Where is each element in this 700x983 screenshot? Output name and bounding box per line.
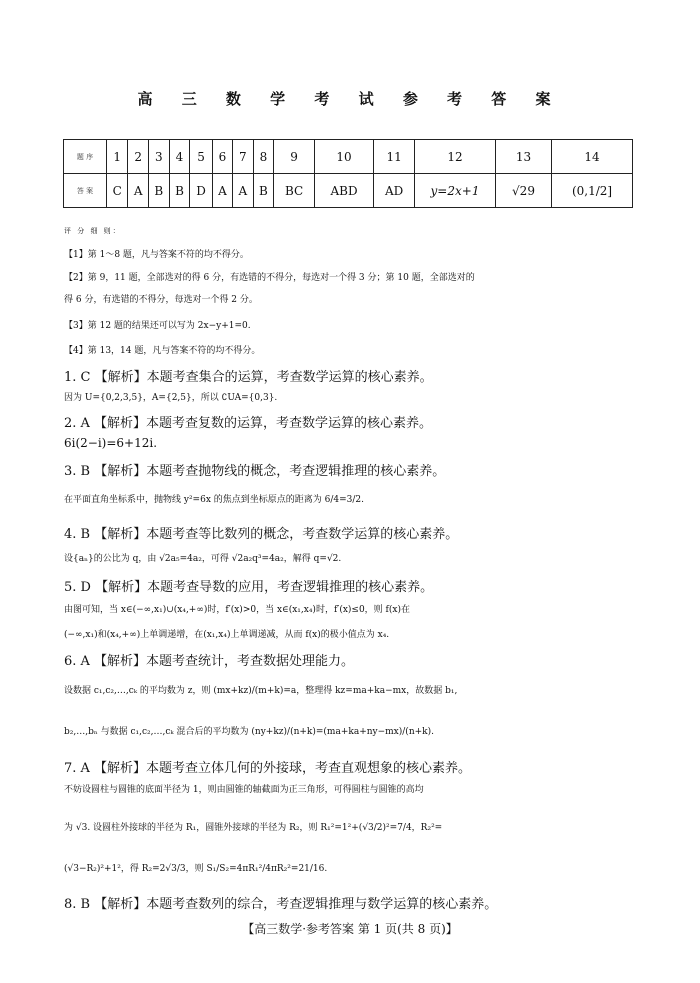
row-label: 题 序 (64, 140, 107, 174)
solution-1-body: 因为 U={0,2,3,5}，A={2,5}，所以 ∁UA={0,3}. (64, 393, 278, 403)
table-cell: AD (374, 174, 415, 208)
table-cell: 3 (148, 140, 169, 174)
note-3: 【3】第 12 题的结果还可以写为 2x−y+1=0. (64, 321, 251, 331)
solution-4-body: 设{aₙ}的公比为 q，由 √2a₅=4a₂，可得 √2a₂q³=4a₂，解得 q=√2. (64, 554, 342, 564)
table-cell: B (148, 174, 169, 208)
solution-5-body-2: (−∞,x₁)和(x₄,+∞)上单调递增，在(x₁,x₄)上单调递减，从而 f(x)的极小值点为 x₄. (64, 630, 390, 640)
page-footer: 【高三数学·参考答案 第 1 页(共 8 页)】 (242, 922, 458, 936)
solution-1-head: 1. C 【解析】本题考查集合的运算，考查数学运算的核心素养。 (64, 370, 433, 385)
solution-3-body: 在平面直角坐标系中，抛物线 y²=6x 的焦点到坐标原点的距离为 6/4=3/2. (64, 495, 364, 505)
table-cell: 1 (107, 140, 128, 174)
solution-7-head: 7. A 【解析】本题考查立体几何的外接球，考查直观想象的核心素养。 (64, 761, 472, 776)
note-2b: 得 6 分，有选错的不得分，每选对一个得 2 分。 (64, 295, 258, 305)
solution-2-body: 6i(2−i)=6+12i. (64, 436, 158, 450)
answer-table (63, 139, 633, 208)
table-cell: 9 (274, 140, 315, 174)
table-cell: A (212, 174, 232, 208)
table-row (64, 174, 633, 208)
solution-3-head: 3. B 【解析】本题考查抛物线的概念，考查逻辑推理的核心素养。 (64, 464, 446, 479)
table-cell: 11 (374, 140, 415, 174)
table-cell: 13 (496, 140, 552, 174)
table-cell: 2 (128, 140, 148, 174)
solution-6-head: 6. A 【解析】本题考查统计，考查数据处理能力。 (64, 654, 355, 669)
table-cell: A (128, 174, 148, 208)
table-cell: 10 (314, 140, 373, 174)
table-cell: y=2x+1 (415, 174, 496, 208)
notes-heading: 评 分 细 则： (64, 227, 122, 235)
table-cell: C (107, 174, 128, 208)
table-cell: 7 (233, 140, 253, 174)
table-cell: √29 (496, 174, 552, 208)
note-1: 【1】第 1～8 题，凡与答案不符的均不得分。 (64, 250, 249, 260)
solution-6-body-2: b₂,…,bₙ 与数据 c₁,c₂,…,cₖ 混合后的平均数为 (ny+kz)/(n+k)=(ma+ka+ny−mx)/(n+k). (64, 727, 434, 737)
solution-5-head: 5. D 【解析】本题考查导数的应用，考查逻辑推理的核心素养。 (64, 580, 434, 595)
table-cell: B (253, 174, 274, 208)
table-cell: B (169, 174, 190, 208)
solution-7-body-3: (√3−R₂)²+1²，得 R₂=2√3/3，则 S₁/S₂=4πR₁²/4πR₂²=21/16. (64, 864, 328, 874)
note-2a: 【2】第 9，11 题，全部选对的得 6 分，有选错的不得分，每选对一个得 3 分；第 10 题，全部选对的 (64, 273, 475, 283)
table-cell: 5 (190, 140, 212, 174)
solution-6-body-1: 设数据 c₁,c₂,…,cₖ 的平均数为 z，则 (mx+kz)/(m+k)=a，整理得 kz=ma+ka−mx，故数据 b₁, (64, 686, 458, 696)
solution-4-head: 4. B 【解析】本题考查等比数列的概念，考查数学运算的核心素养。 (64, 527, 459, 542)
table-row (64, 140, 633, 174)
solution-5-body-1: 由图可知，当 x∈(−∞,x₁)∪(x₄,+∞)时，f′(x)>0，当 x∈(x₁,x₄)时，f′(x)≤0，则 f(x)在 (64, 605, 410, 615)
table-cell: 4 (169, 140, 190, 174)
solution-7-body-2: 为 √3. 设圆柱外接球的半径为 R₁，圆锥外接球的半径为 R₂，则 R₁²=1²+(√3/2)²=7/4，R₂²= (64, 823, 443, 833)
page-title: 高 三 数 学 考 试 参 考 答 案 (137, 90, 563, 108)
table-cell: 8 (253, 140, 274, 174)
table-cell: BC (274, 174, 315, 208)
table-cell: (0,1/2] (552, 174, 633, 208)
solution-8-head: 8. B 【解析】本题考查数列的综合，考查逻辑推理与数学运算的核心素养。 (64, 897, 498, 912)
row-label: 答 案 (64, 174, 107, 208)
solution-7-body-1: 不妨设圆柱与圆锥的底面半径为 1，则由圆锥的轴截面为正三角形，可得圆柱与圆锥的高均 (64, 785, 424, 795)
solution-2-head: 2. A 【解析】本题考查复数的运算，考查数学运算的核心素养。 (64, 416, 433, 431)
table-cell: 14 (552, 140, 633, 174)
table-cell: A (233, 174, 253, 208)
table-cell: 6 (212, 140, 232, 174)
table-cell: 12 (415, 140, 496, 174)
table-cell: D (190, 174, 212, 208)
note-4: 【4】第 13，14 题，凡与答案不符的均不得分。 (64, 346, 261, 356)
table-cell: ABD (314, 174, 373, 208)
